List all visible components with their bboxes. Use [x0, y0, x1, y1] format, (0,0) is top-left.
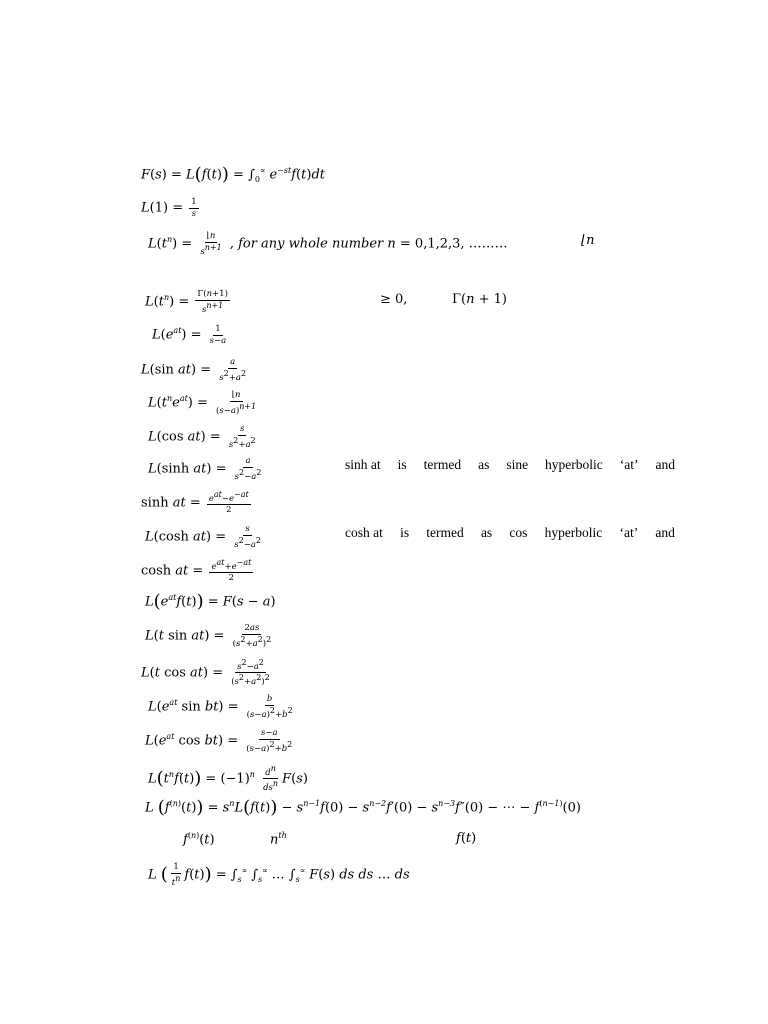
laplace-of-exp-sin: $L(e^{at}$ sin bt) = $\frac{b}{(s-a)^2+b^2}$	[148, 694, 293, 720]
function-f-of-t: f(t)	[456, 831, 477, 846]
nth-derivative-symbol: $f^{(n)}(t)$	[183, 831, 215, 848]
factorial-symbol-note: ⌊n	[581, 233, 595, 248]
laplace-of-t-cos: L(t cos at) = $\frac{s^2-a^2}{(s^2+a^2)^2}$	[141, 658, 270, 688]
laplace-of-cosh: L(cosh at) = $\frac{s}{s^2-a^2}$	[145, 524, 261, 550]
sinh-definition: sinh at = $\frac{e^{at}-e^{-at}}{2}$	[141, 490, 249, 516]
laplace-of-t-sin: L(t sin at) = $\frac{2as}{(s^2+a^2)^2}$	[145, 623, 272, 649]
laplace-of-t-power-n-gamma: $L(t^n)$ = $\frac{\Gamma(n+1)}{s^{n+1}}$	[145, 289, 228, 315]
cosh-explanation: cosh at is termed as cos hyperbolic ‘at’ and	[345, 525, 675, 540]
nth-label: $n^{th}$	[270, 831, 287, 848]
laplace-of-t-power-n-exp: $L(t^ne^{at})$ = $\frac{⌊n}{(s-a)^{n+1}}$	[148, 390, 257, 416]
multiplication-by-t-power-n: $L(t^nf(t)) = (-1)^n$ $\frac{d^n}{ds^n}$ F(s)	[148, 764, 308, 794]
gamma-function-note: Γ(n + 1)	[452, 292, 507, 307]
first-shifting-theorem: $L(e^{at}f(t)) = F(s - a)$	[145, 591, 276, 612]
laplace-of-exp: $L(e^{at})$ = $\frac{1}{s-a}$	[152, 324, 227, 346]
laplace-of-t-power-n: $L(t^n)$ = $\frac{⌊n}{s^{n+1}}$ , for any whole number n = 0,1,2,3, ………	[148, 231, 508, 257]
cosh-definition: cosh at = $\frac{e^{at}+e^{-at}}{2}$	[141, 558, 252, 584]
condition-geq-zero: ≥ 0,	[380, 292, 408, 307]
sinh-explanation: sinh at is termed as sine hyperbolic ‘at’ and	[345, 457, 675, 472]
laplace-of-cos: L(cos at) = $\frac{s}{s^2+a^2}$	[148, 424, 256, 450]
division-by-t-power-n: L ( $\frac{1}{t^n}$ $f(t)) = \int_s^\propto$ $\int_s^\propto$ … $\int_s^\propto$ F(s) ds ds … ds	[148, 862, 410, 888]
laplace-of-sinh: L(sinh at) = $\frac{a}{s^2-a^2}$	[148, 456, 262, 482]
laplace-of-sin: L(sin at) = $\frac{a}{s^2+a^2}$	[141, 357, 247, 383]
laplace-definition: $F(s) = L(f(t)) = \int_0^\propto$ $e^{-st}f(t)dt$	[141, 164, 325, 185]
laplace-of-one: L(1) = $\frac{1}{s}$	[141, 197, 197, 219]
laplace-of-nth-derivative: L $(f^{(n)}(t)) = s^nL(f(t)) - s^{n-1}f(0) - s^{n-2}f'(0) - s^{n-3}f''(0)$ − ⋯ − $f^{(n-1)}(0)$	[145, 797, 581, 818]
laplace-of-exp-cos: $L(e^{at}$ cos bt) = $\frac{s-a}{(s-a)^2+b^2}$	[145, 728, 293, 754]
